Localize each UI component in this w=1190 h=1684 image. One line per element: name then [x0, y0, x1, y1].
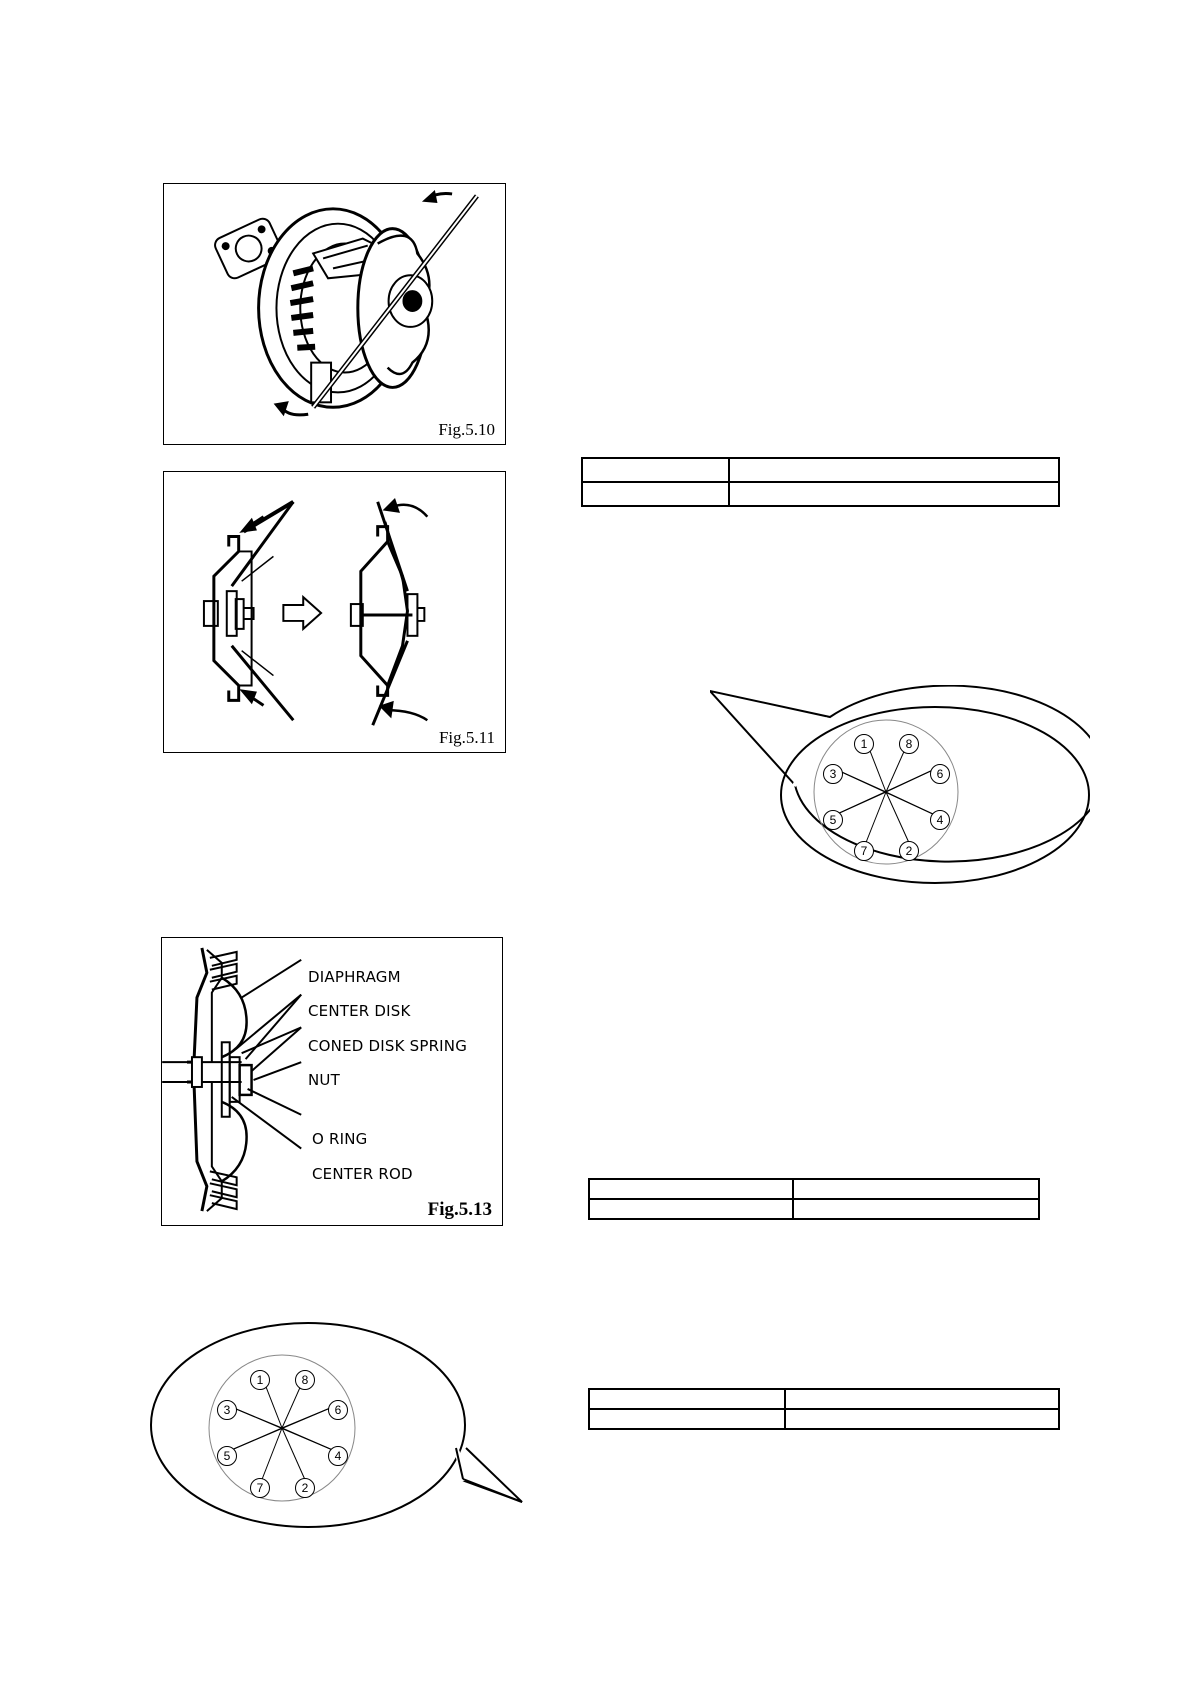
table-cell [589, 1409, 785, 1429]
bolt-2-label: 2 [899, 841, 919, 861]
table-row [582, 482, 1059, 506]
bolt-6-label: 6 [328, 1400, 348, 1420]
figure-5-13 [161, 937, 503, 1226]
figure-caption: Fig.5.10 [438, 420, 495, 439]
bolt-6-label: 6 [930, 764, 950, 784]
table-row [589, 1389, 1059, 1409]
spec-table-1 [581, 457, 1060, 507]
label-nut: NUT [308, 1071, 340, 1089]
label-o-ring: O RING [312, 1130, 368, 1148]
figure-5-10 [163, 183, 506, 445]
figure-5-11 [163, 471, 506, 753]
table-cell [589, 1179, 793, 1199]
table-cell [729, 458, 1059, 482]
bolt-7-label: 7 [250, 1478, 270, 1498]
bolt-5-label: 5 [217, 1446, 237, 1466]
label-diaphragm: DIAPHRAGM [308, 968, 401, 986]
table-row [582, 458, 1059, 482]
table-cell [582, 458, 729, 482]
table-cell [582, 482, 729, 506]
bolt-3-label: 3 [217, 1400, 237, 1420]
table-row [589, 1199, 1039, 1219]
table-cell [589, 1199, 793, 1219]
table-row [589, 1409, 1059, 1429]
label-center-disk: CENTER DISK [308, 1002, 411, 1020]
bolt-1-label: 1 [854, 734, 874, 754]
bolt-7-label: 7 [854, 841, 874, 861]
table-cell [793, 1199, 1039, 1219]
bolt-tightening-sequence-callout [710, 685, 1090, 895]
table-cell [793, 1179, 1039, 1199]
label-center-rod: CENTER ROD [312, 1165, 413, 1183]
bolt-4-label: 4 [930, 810, 950, 830]
bolt-1-label: 1 [250, 1370, 270, 1390]
table-row [589, 1179, 1039, 1199]
bolt-5-label: 5 [823, 810, 843, 830]
table-cell [785, 1409, 1059, 1429]
bolt-8-label: 8 [899, 734, 919, 754]
bolt-3-label: 3 [823, 764, 843, 784]
diaphragm-press-illustration [164, 472, 505, 752]
table-cell [785, 1389, 1059, 1409]
bolt-pattern-diagram-lower [150, 1318, 525, 1533]
bolt-8-label: 8 [295, 1370, 315, 1390]
figure-caption: Fig.5.11 [438, 728, 495, 747]
bolt-4-label: 4 [328, 1446, 348, 1466]
bolt-tightening-sequence-callout-lower [150, 1318, 525, 1533]
bolt-pattern-diagram [710, 685, 1090, 895]
table-cell [589, 1389, 785, 1409]
figure-caption: Fig.5.13 [427, 1199, 492, 1220]
table-cell [729, 482, 1059, 506]
spec-table-3 [588, 1388, 1060, 1430]
spec-table-2 [588, 1178, 1040, 1220]
bolt-2-label: 2 [295, 1478, 315, 1498]
impeller-removal-illustration [164, 184, 505, 444]
label-coned-disk-spring: CONED DISK SPRING [308, 1037, 468, 1055]
